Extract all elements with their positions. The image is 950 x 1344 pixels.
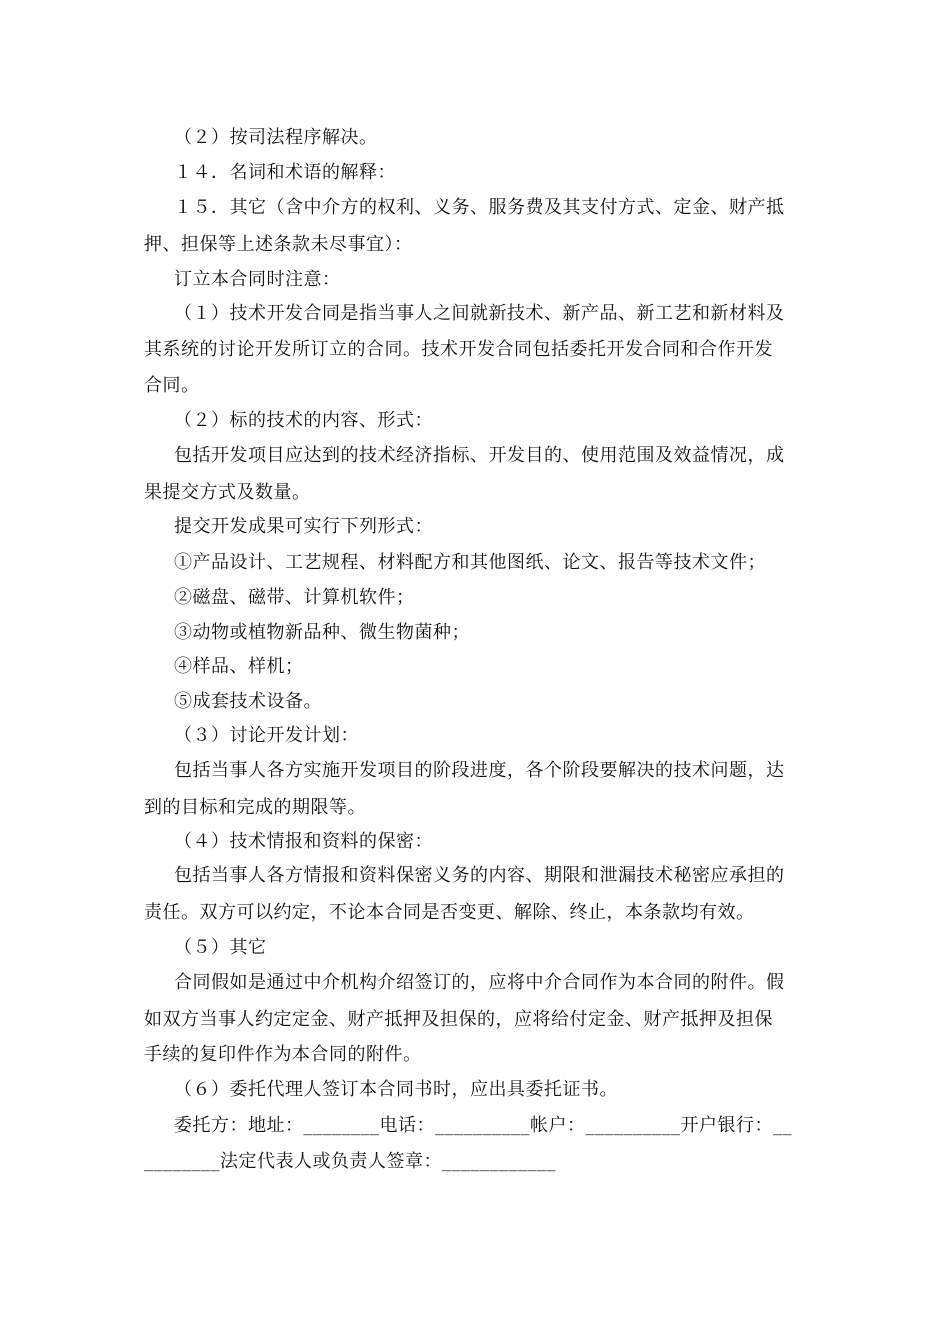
- text-line: 合同假如是通过中介机构介绍签订的，应将中介合同作为本合同的附件。假: [174, 972, 785, 993]
- text-line: 如双方当事人约定定金、财产抵押及担保的，应将给付定金、财产抵押及担保: [144, 1009, 773, 1030]
- text-line: （２）按司法程序解决。: [174, 127, 378, 148]
- text-line: ②磁盘、磁带、计算机软件；: [174, 587, 415, 608]
- text-line: （６）委托代理人签订本合同书时，应出具委托证书。: [174, 1079, 618, 1100]
- text-line: （１）技术开发合同是指当事人之间就新技术、新产品、新工艺和新材料及: [174, 303, 785, 324]
- text-line: ④样品、样机；: [174, 656, 304, 677]
- text-line: 其系统的讨论开发所订立的合同。技术开发合同包括委托开发合同和合作开发: [144, 339, 773, 360]
- text-line: 订立本合同时注意：: [174, 269, 341, 290]
- text-line: （４）技术情报和资料的保密：: [174, 831, 433, 852]
- text-line: １４．名词和术语的解释：: [174, 162, 396, 183]
- text-line: （５）其它: [174, 937, 267, 958]
- signature-fields-line: ________法定代表人或负责人签章：____________: [144, 1151, 556, 1172]
- text-line: 提交开发成果可实行下列形式：: [174, 516, 433, 537]
- text-line: 押、担保等上述条款未尽事宜）：: [144, 234, 413, 255]
- text-line: 到的目标和完成的期限等。: [144, 797, 366, 818]
- text-line: ①产品设计、工艺规程、材料配方和其他图纸、论文、报告等技术文件；: [174, 552, 766, 573]
- signature-fields-line: 委托方：地址：________电话：__________帐户：__________开户银行：__: [174, 1115, 792, 1136]
- text-line: 手续的复印件作为本合同的附件。: [144, 1044, 422, 1065]
- text-line: （２）标的技术的内容、形式：: [174, 410, 433, 431]
- text-line: （３）讨论开发计划：: [174, 725, 359, 746]
- text-line: 包括当事人各方情报和资料保密义务的内容、期限和泄漏技术秘密应承担的: [174, 865, 785, 886]
- text-line: ⑤成套技术设备。: [174, 691, 322, 712]
- text-line: ③动物或植物新品种、微生物菌种；: [174, 622, 470, 643]
- text-line: 合同。: [144, 375, 200, 396]
- text-line: 包括当事人各方实施开发项目的阶段进度，各个阶段要解决的技术问题，达: [174, 760, 785, 781]
- text-line: １５．其它（含中介方的权利、义务、服务费及其支付方式、定金、财产抵: [174, 197, 785, 218]
- text-line: 果提交方式及数量。: [144, 482, 311, 503]
- text-line: 包括开发项目应达到的技术经济指标、开发目的、使用范围及效益情况，成: [174, 445, 785, 466]
- text-line: 责任。双方可以约定，不论本合同是否变更、解除、终止，本条款均有效。: [144, 902, 755, 923]
